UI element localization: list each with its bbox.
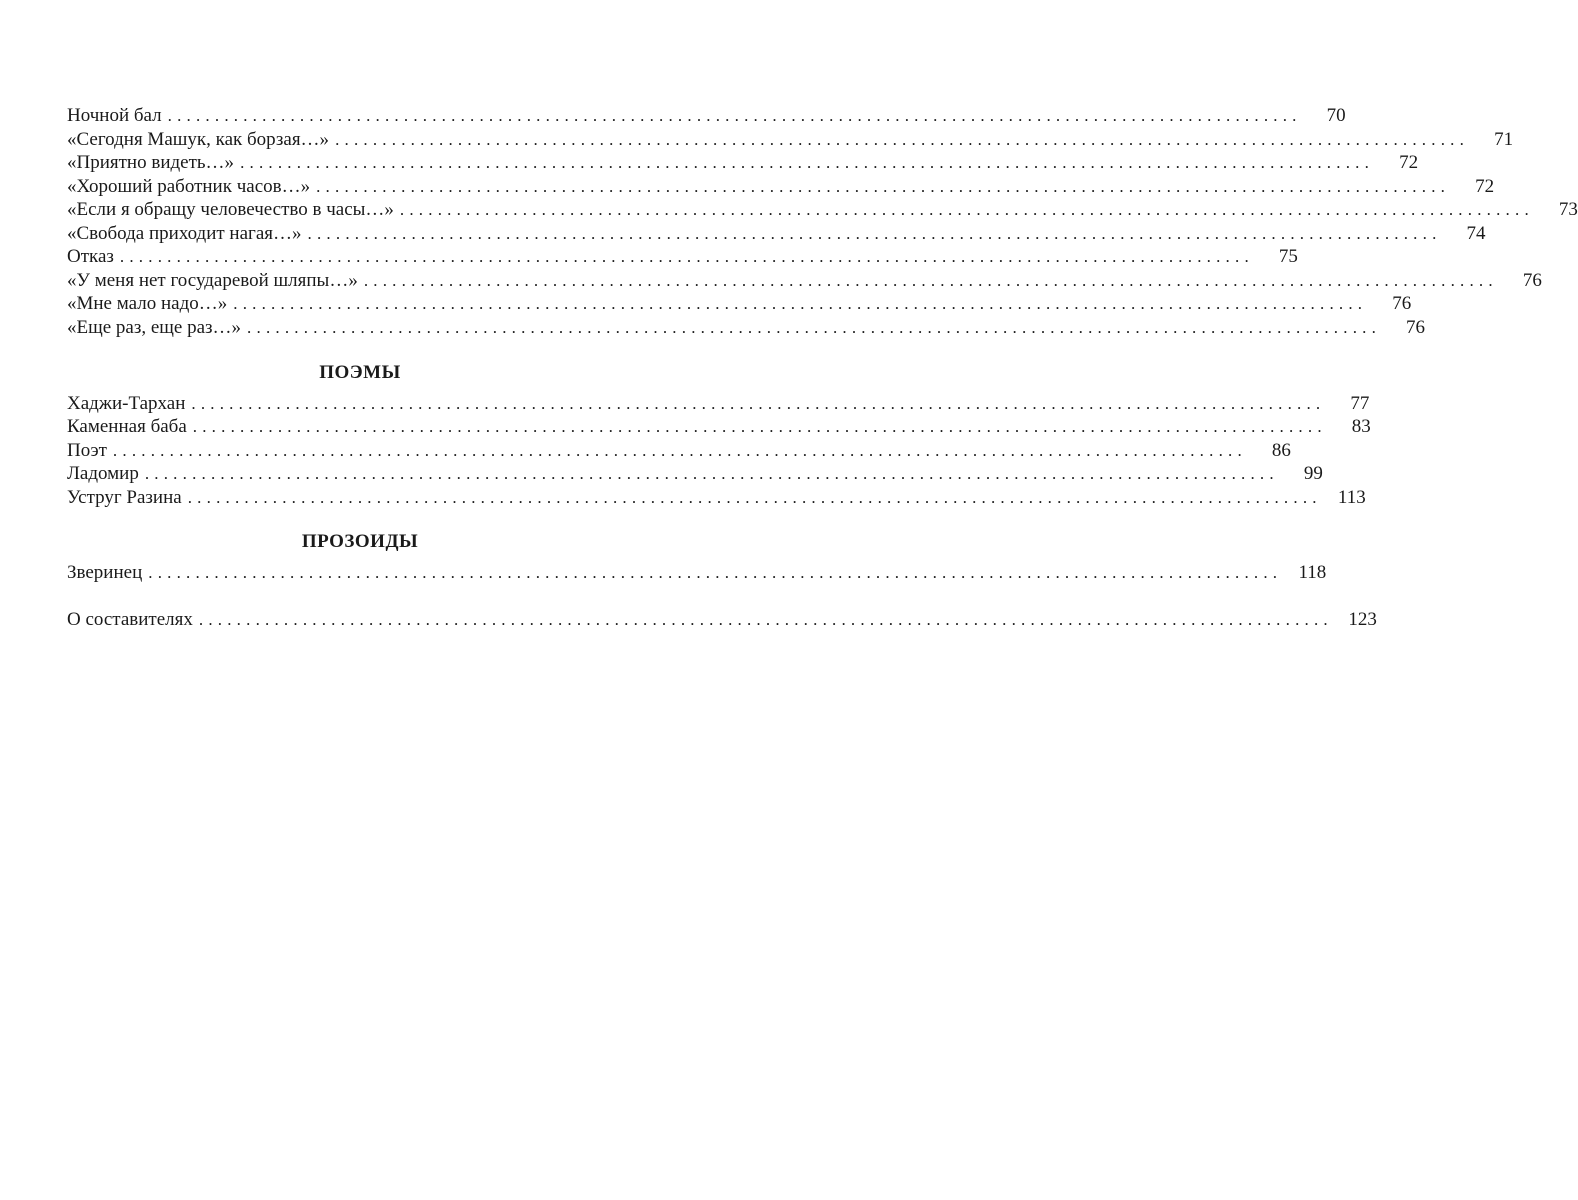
toc-entry[interactable] [67,462,1323,486]
toc-entry-title: Ночной бал [67,105,162,126]
toc-entry-page: 76 [1392,293,1412,314]
dot-leader: ........................................................................................................................ [187,487,1322,507]
toc-entry-title: «Приятно видеть…» [67,152,235,173]
toc-entry[interactable] [67,198,1578,222]
toc-entry[interactable] [67,439,1291,463]
dot-leader: ........................................................................................................................ [112,440,1247,460]
toc-entry-title: «Свобода приходит нагая…» [67,222,302,244]
toc-entry-title: «Хороший работник часов…» [67,175,311,197]
toc-entry-page: 76 [1522,269,1542,291]
toc-entry-title: Уструг Разина [67,486,182,508]
toc-entry[interactable] [67,316,1426,340]
dot-leader: ........................................................................................................................ [167,106,1302,125]
toc-entry-title: «Еще раз, еще раз…» [67,316,242,338]
toc-entry-page: 73 [1558,199,1578,220]
toc-entry[interactable] [67,151,1419,175]
toc-entry-title: Отказ [67,246,114,267]
toc-entry-title: «У меня нет государевой шляпы…» [67,269,358,291]
toc-entry-page: 72 [1399,152,1419,173]
toc-entry-page: 72 [1475,175,1495,197]
toc-entry[interactable] [67,561,1327,585]
toc-entry-title: «Если я обращу человечество в часы…» [67,199,394,220]
toc-entry[interactable] [67,175,1495,199]
toc-entry-title: «Сегодня Машук, как борзая…» [67,128,330,150]
section-heading-poems: ПОЭМЫ [319,362,401,383]
toc-entry[interactable] [67,486,1366,510]
dot-leader: ........................................................................................................................ [192,417,1327,436]
toc-entry-page: 113 [1337,486,1366,508]
dot-leader: ........................................................................................................................ [198,610,1333,629]
dot-leader: ........................................................................................................................ [191,393,1326,413]
toc-entry-title: Каменная баба [67,416,187,437]
dot-leader: ........................................................................................................................ [399,200,1534,219]
dot-leader: ........................................................................................................................ [247,317,1382,337]
toc-entry-page: 118 [1298,561,1327,583]
section-heading-prose: ПРОЗОИДЫ [301,531,419,552]
dot-leader: ........................................................................................................................ [144,464,1279,483]
toc-entry-title: Зверинец [67,561,143,583]
toc-entry[interactable] [67,245,1298,269]
table-of-contents [67,104,1578,632]
toc-entry-title: Поэт [67,439,107,461]
toc-entry-page: 77 [1350,392,1370,414]
toc-entry-title: Хаджи-Тархан [67,392,186,414]
toc-entry-page: 99 [1303,463,1323,484]
toc-entry-title: О составителях [67,609,193,630]
dot-leader: ........................................................................................................................ [363,270,1498,290]
toc-entry-page: 86 [1271,439,1291,461]
dot-leader: ........................................................................................................................ [119,247,1254,266]
toc-entry-page: 70 [1326,105,1346,126]
toc-entry[interactable] [67,104,1346,128]
poems-section-list [67,392,1371,510]
spacer [67,584,653,608]
toc-entry-title: Ладомир [67,463,139,484]
dot-leader: ........................................................................................................................ [307,223,1442,243]
toc-entry-page: 76 [1406,316,1426,338]
toc-entry[interactable] [67,269,1542,293]
toc-entry-page: 71 [1494,128,1514,150]
poems-list [67,104,1578,339]
toc-entry[interactable] [67,292,1412,316]
toc-entry-title: «Мне мало надо…» [67,293,228,314]
prose-section-list [67,561,1327,585]
toc-entry-about-compilers[interactable] [67,608,1377,632]
dot-leader: ........................................................................................................................ [148,562,1283,582]
dot-leader: ........................................................................................................................ [335,129,1470,149]
toc-entry-page: 123 [1348,609,1377,630]
toc-entry[interactable] [67,415,1371,439]
toc-entry-page: 75 [1278,246,1298,267]
dot-leader: ........................................................................................................................ [316,176,1451,196]
toc-entry-page: 83 [1351,416,1371,437]
toc-entry[interactable] [67,222,1486,246]
dot-leader: ........................................................................................................................ [233,294,1368,313]
toc-entry[interactable] [67,128,1514,152]
toc-entry[interactable] [67,392,1370,416]
toc-entry-page: 74 [1466,222,1486,244]
dot-leader: ........................................................................................................................ [240,153,1375,172]
